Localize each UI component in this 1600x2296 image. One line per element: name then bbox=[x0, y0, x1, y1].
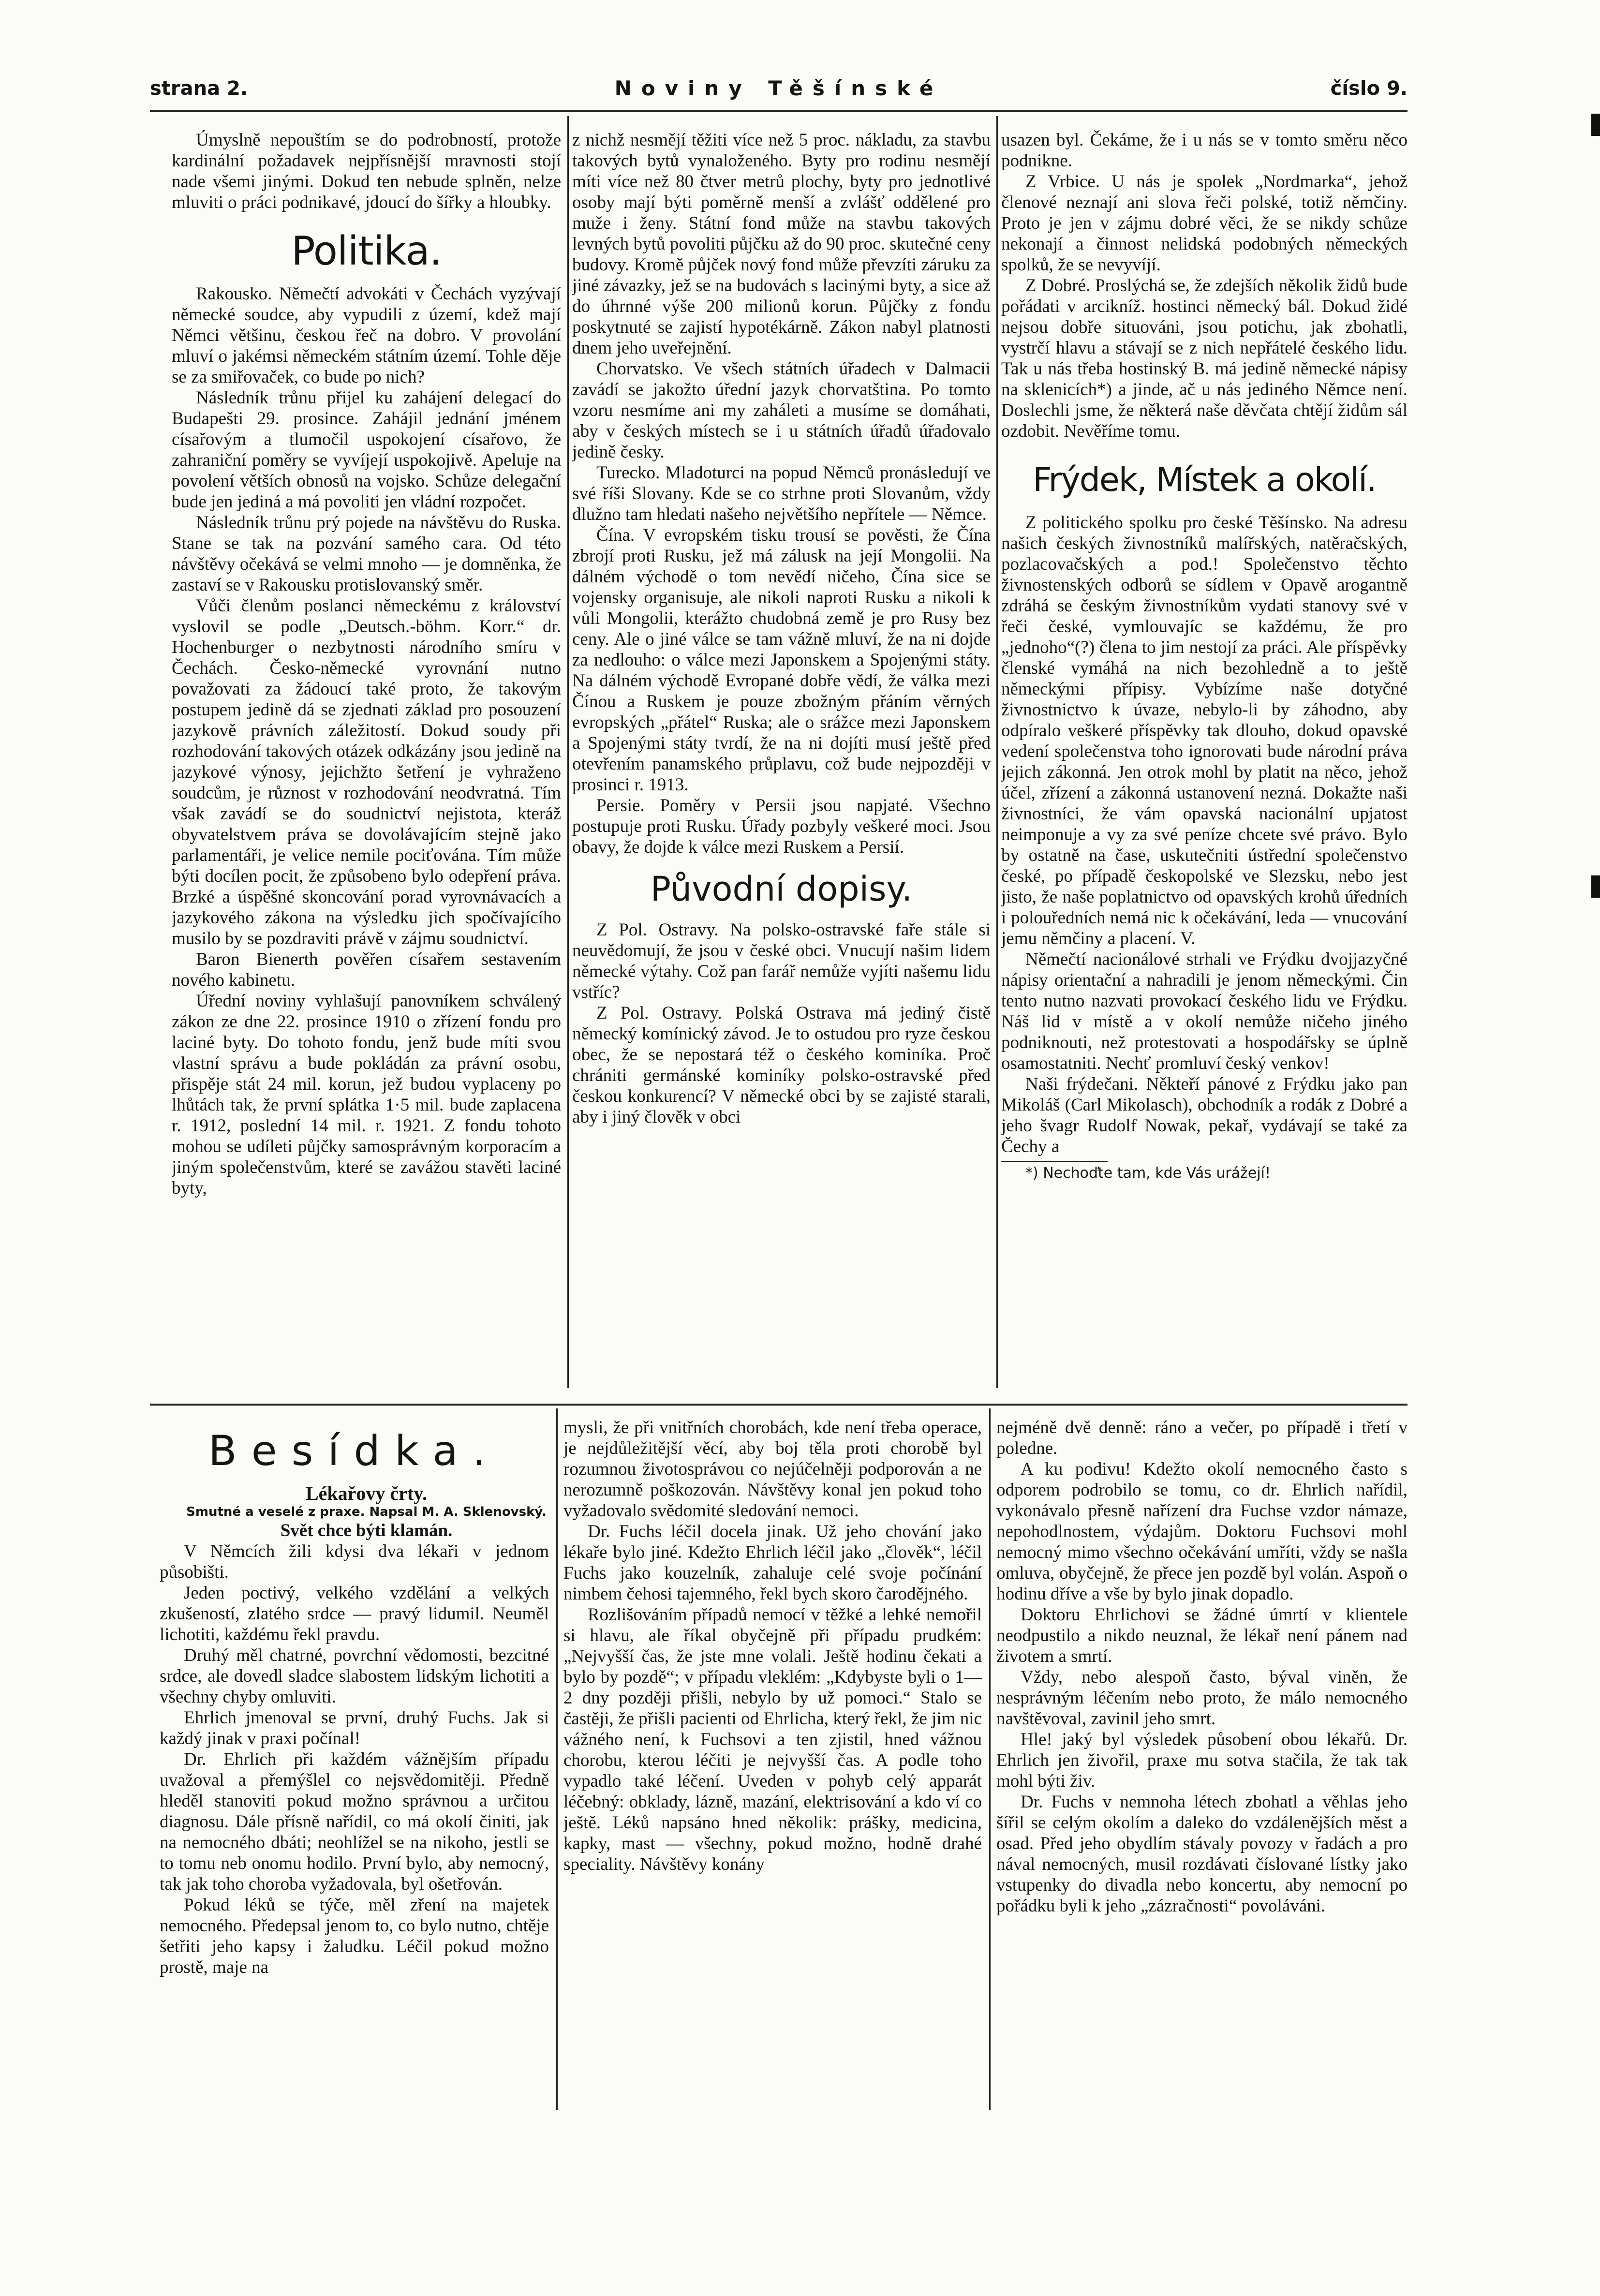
paragraph: Z Dobré. Proslýchá se, že zdejších několik židů bude pořádati v arcikníž. hostinci německý bál. Dokud židé nejsou dobře situováni, jsou potichu, jak zbohatli, vystrčí hlavu a stávají se z nich nepřátelé českého lidu. Tak u nás třeba hostinský B. má jedině německé nápisy na sklenicích*) a jinde, ač u nás jediného Němce není. Doslechli jsme, že některá naše děvčata chtějí židům sál ozdobit. Nevěříme tomu. bbox=[1001, 276, 1407, 441]
paragraph: Dr. Ehrlich při každém vážnějším případu uvažoval a přemýšlel co nejsvědomitěji. Předně hleděl stanoviti pokud možno správnou a určitou diagnosu. Dále přísně nařídil, co má okolí činiti, jak na nemocného dbáti; neohlížel se na nikoho, jestli se to tomu neb onomu hodilo. První bylo, aby nemocný, tak jak toho choroba vyžadovala, byl ošetřován. bbox=[160, 1749, 549, 1894]
section-rule bbox=[150, 1404, 1407, 1406]
paragraph: Úmyslně nepouštím se do podrobností, protože kardinální požadavek nejpřísnější mravnosti stojí nade všemi jinými. Dokud ten nebude splněn, nelze mluviti o práci podnikavé, jdoucí do šířky a hloubky. bbox=[172, 130, 561, 212]
paragraph: Z Pol. Ostravy. Polská Ostrava má jediný čistě německý komínický závod. Je to ostudou pro ryze českou obec, že se nepostará též o českého kominíka. Proč chrániti germánské kominíky polsko-ostravské před českou konkurencí? V německé obci by se zajisté starali, aby i jiný člověk v obci bbox=[572, 1003, 991, 1127]
paragraph: Persie. Poměry v Persii jsou napjaté. Všechno postupuje proti Rusku. Úřady pozbyly veškeré moci. Jsou obavy, že dojde k válce mezi Ruskem a Persií. bbox=[572, 796, 991, 857]
story-subheading: Svět chce býti klamán. bbox=[280, 1521, 453, 1541]
paragraph: Naši frýdečani. Někteří pánové z Frýdku jako pan Mikoláš (Carl Mikolasch), obchodník a rodák z Dobré a jeho švagr Rudolf Nowak, pekař, vydávají se také za Čechy a bbox=[1001, 1074, 1407, 1156]
besidka-column-1 bbox=[160, 1417, 549, 2104]
paragraph: usazen byl. Čekáme, že i u nás se v tomto směru něco podnikne. bbox=[1001, 130, 1407, 171]
section-heading-besidka: Besídka. bbox=[208, 1427, 501, 1475]
paragraph: z nichž nesmějí těžiti více než 5 proc. nákladu, za stavbu takových bytů vynaloženého. Byty pro rodinu nesmějí míti více než 80 čtver metrů plochy, byty pro jednotlivé osoby mají býti poměrně menší a zvlášť oddělené pro muže i ženy. Státní fond může na stavbu takových levných bytů povoliti půjčku až do 90 proc. skutečné ceny budovy. Kromě půjček nový fond může převzíti záruku za jiné závazky, jež se na budovách s lacinými byty, a sice až do úhrnné výše 200 milionů korun. Půjčky z fondu poskytnuté se zajistí hypotékárně. Zákon nabyl platnosti dnem jeho uveřejnění. bbox=[572, 130, 991, 358]
paragraph: Baron Bienerth pověřen císařem sestavením nového kabinetu. bbox=[172, 949, 561, 990]
column-divider bbox=[989, 1408, 991, 2110]
column-3 bbox=[1001, 130, 1407, 1397]
paragraph: Chorvatsko. Ve všech státních úřadech v Dalmacii zavádí se jakožto úřední jazyk chorvatština. Po tomto vzoru nesmíme ani my zaháleti a musíme se domáhati, aby v českých místech se i u státních úřadů úřadovalo jedině česky. bbox=[572, 359, 991, 462]
column-divider bbox=[556, 1408, 558, 2110]
page-number: strana 2. bbox=[150, 77, 248, 100]
paragraph: Úřední noviny vyhlašují panovníkem schválený zákon ze dne 22. prosince 1910 o zřízení fondu pro laciné byty. Do tohoto fondu, jenž bude míti svou vlastní správu a bude pokládán za právní osobu, přispěje stát 24 mil. korun, jež budou vyplaceny po lhůtách tak, že první splátka 1·5 mil. bude zaplacena r. 1912, poslední 14 mil. r. 1921. Z fondu tohoto mohou se udíleti půjčky samosprávným korporacím a jiným společenstvům, které se zavážou stavěti laciné byty, bbox=[172, 991, 561, 1198]
page-header bbox=[150, 73, 1407, 106]
issue-number: číslo 9. bbox=[1330, 77, 1407, 100]
besidka-column-3 bbox=[996, 1417, 1407, 2104]
paragraph: Následník trůnu přijel ku zahájení delegací do Budapešti 29. prosince. Zahájil jednání jménem císařovým a tlumočil uspokojení císařovo, že zahraniční poměry se vyvíjejí uspokojivě. Apeluje na povolení větších obnosů na vojsko. Schůze delegační bude jen jediná a má povoliti jen vládní rozpočet. bbox=[172, 388, 561, 512]
paragraph: Rakousko. Němečtí advokáti v Čechách vyzývají německé soudce, aby vypudili z území, kdež mají Němci většinu, českou řeč na dobro. V provolání mluví o jakémsi německém státním území. Tohle děje se za smiřovaček, co bude po nich? bbox=[172, 284, 561, 387]
footnote: *) Nechoďte tam, kde Vás urážejí! bbox=[1025, 1165, 1271, 1182]
paragraph: Němečtí nacionálové strhali ve Frýdku dvojjazyčné nápisy orientační a nahradili je jenom německými. Čin tento nutno nazvati provokací českého lidu ve Frýdku. Náš lid v místě a v okolí nemůže ničeho jiného podniknouti, než protestovati a hospodářsky se úplně osamostatniti. Nechť promluví český venkov! bbox=[1001, 949, 1407, 1073]
section-heading-politika: Politika. bbox=[291, 228, 442, 274]
scan-edge-marker bbox=[1591, 114, 1600, 136]
column-2 bbox=[572, 130, 991, 1397]
paragraph: Vždy, nebo alespoň často, býval viněn, že nesprávným léčením nebo proto, že málo nemocného navštěvoval, zavinil jeho smrt. bbox=[996, 1667, 1407, 1729]
column-divider bbox=[996, 116, 998, 1388]
paragraph: Hle! jaký byl výsledek působení obou lékařů. Dr. Ehrlich jen živořil, praxe mu sotva stačila, že tak tak mohl býti živ. bbox=[996, 1730, 1407, 1791]
paragraph: Z politického spolku pro české Těšínsko. Na adresu našich českých živnostníků malířských, natěračských, pozlacovačských a pod.! Společenstvo těchto živnostenských odborů se sídlem v Opavě arogantně zdráhá se českým živnostníkům vydati stanovy své v řeči české, vymlouvajíc se každému, že pro „jednoho“(?) člena to jim nestojí za práci. Ale příspěvky členské vymáhá na nich bezohledně a to ještě německými přípisy. Vybízíme naše dotyčné živnostnictvo k úvaze, nebylo-li by záhodno, aby odpíralo veškeré příspěvky tak dlouho, dokud opavské vedení společenstva toho ignorovati bude národní práva jejich zákonná. Jen otrok mohl by platit na něco, jehož účel, zřízení a zákonná ustanovení nezná. Dokažte naši živnostníci, že vám opavská nacionální upjatost neimponuje a vy za své peníze chcete své právo. Bylo by ostatně na čase, uskutečniti ústřední společenstvo české, po případě českopolské ve Slezsku, nebo jest jisto, že naše poplatnictvo od opavských krohů úředních i polouředních nemá nic k očekávání, leda — vnucování jemu němčiny a placení. V. bbox=[1001, 513, 1407, 948]
paragraph: nejméně dvě denně: ráno a večer, po případě i třetí v poledne. bbox=[996, 1418, 1407, 1458]
story-title: Lékařovy črty. bbox=[305, 1482, 428, 1504]
newspaper-title: Noviny Těšínské bbox=[614, 76, 943, 100]
paragraph: Rozlišováním případů nemocí v těžké a lehké nemořil si hlavu, ale říkal obyčejně při případu prudkém: „Nejvyšší čas, že jste mne volali. Ještě hodinu čekati a bylo by pozdě“; v případu vleklém: „Kdybyste byli o 1—2 dny později přišli, nebylo by už pomoci.“ Stalo se častěji, že přišli pacienti od Ehrlicha, který řekl, že jim nic vážného není, k Fuchsovi a ten zjistil, hned vážnou chorobu, kterou léčiti je nejvyšší čas. A podle toho vypadlo také léčení. Uveden v pohyb celý apparát léčebný: obklady, lázně, mazání, elektrisování a kdo ví co ještě. Léků napsáno hned několik: prášky, medicina, kapky, mast — všechny, pokud možno, hodně drahé speciality. Návštěvy konány bbox=[563, 1605, 982, 1874]
story-subtitle: Smutné a veselé z praxe. Napsal M. A. Sklenovský. bbox=[186, 1505, 547, 1519]
paragraph: V Němcích žili kdysi dva lékaři v jednom působišti. bbox=[160, 1541, 549, 1582]
paragraph: Druhý měl chatrné, povrchní vědomosti, bezcitné srdce, ale dovedl sladce slabostem lidským lichotiti a všechny chyby omluviti. bbox=[160, 1645, 549, 1707]
paragraph: Vůči členům poslanci německému z království vyslovil se podle „Deutsch.-böhm. Korr.“ dr. Hochenburger o nezbytnosti národního smíru v Čechách. Česko-německé vyrovnání nutno považovati za žádoucí také proto, že takovým postupem jedině dá se zjednati základ pro posouzení jazykově právních záležitostí. Dokud soudy při rozhodování takových otázek odkázány jsou jedině na jazykové výnosy, jejichžto šetření je vyhraženo soudcům, je různost v rozhodování neodvratná. Tím však zavádí se do soudnictví nejistota, kteráž obyvatelstvem práva se dovolávajícím stejně jako parlamentáři, je velice nemile pociťována. Tím může býti docílen pocit, že způsobeno bylo odepření práva. Brzké a úspěšné skoncování porad vyrovnávacích a jazykového zákona na výsledku jich spočívajícího musilo by se pozdraviti právě v zájmu soudnictví. bbox=[172, 596, 561, 948]
besidka-column-2 bbox=[563, 1417, 982, 2104]
column-divider bbox=[567, 116, 569, 1388]
paragraph: Dr. Fuchs v nemnoha létech zbohatl a věhlas jeho šířil se celým okolím a daleko do vzdálenějších měst a osad. Před jeho obydlím stávaly povozy v řadách a pro nával nemocných, musil rozdávati číslované lístky jako vstupenky do divadla nebo koncertu, aby nemocní po pořádku byli k jeho „zázračnosti“ povoláváni. bbox=[996, 1792, 1407, 1916]
header-rule bbox=[150, 110, 1407, 112]
paragraph: Pokud léků se týče, měl zření na majetek nemocného. Předepsal jenom to, co bylo nutno, chtěje šetřiti jeho kapsy i žaludku. Léčil pokud možno prostě, maje na bbox=[160, 1895, 549, 1977]
paragraph: Čína. V evropském tisku trousí se pověsti, že Čína zbrojí proti Rusku, jež má zálusk na její Mongolii. Na dálném východě o tom nevědí ničeho, Čína sice se vojensky organisuje, ale nikoli naproti Rusku a nikoli k vůli Mongolii, kterážto chudobná země je pro Rusy bez ceny. Ale o jiné válce se tam vážně mluví, že na ni dojde za nedlouho: o válce mezi Japonskem a Spojenými státy. Na dálném východě Evropané dobře vědí, že válka mezi Čínou a Ruskem je pouze zbožným přáním věrných evropských „přátel“ Ruska; ale o srážce mezi Japonskem a Spojenými státy tvrdí, že na ni dojíti musí ještě před otevřením panamského průplavu, což bude nejpozději v prosinci r. 1913. bbox=[572, 525, 991, 795]
paragraph: Ehrlich jmenoval se první, druhý Fuchs. Jak si každý jinak v praxi počínal! bbox=[160, 1708, 549, 1748]
scan-edge-marker bbox=[1591, 875, 1600, 898]
paragraph: Z Vrbice. U nás je spolek „Nordmarka“, jehož členové neznají ani slova řeči polské, totiž němčiny. Proto je jen v zájmu dobré věci, že se nikdy schůze nekonají a činnost nelidská podobných německých spolků, že se nevyvíjí. bbox=[1001, 172, 1407, 275]
section-heading-puvodni-dopisy: Původní dopisy. bbox=[650, 869, 913, 909]
paragraph: Z Pol. Ostravy. Na polsko-ostravské faře stále si neuvědomují, že jsou v české obci. Vnucují našim lidem německé výtahy. Což pan farář nemůže vyjíti našemu lidu vstříc? bbox=[572, 920, 991, 1002]
paragraph: Následník trůnu prý pojede na návštěvu do Ruska. Stane se tak na pozvání samého cara. Od této návštěvy očekává se velmi mnoho — je domněnka, že zastaví se v Rakousku protislovanský směr. bbox=[172, 513, 561, 595]
paragraph: Dr. Fuchs léčil docela jinak. Už jeho chování jako lékaře bylo jiné. Kdežto Ehrlich léčil jako „člověk“, léčil Fuchs jako kouzelník, zahaluje celé svoje počínání nimbem čehosi tajemného, řekl bych skoro čarodějného. bbox=[563, 1522, 982, 1604]
paragraph: A ku podivu! Kdežto okolí nemocného často s odporem podrobilo se tomu, co dr. Ehrlich nařídil, vykonávalo přesně nařízení dra Fuchse vzdor námaze, nepohodlnostem, výdajům. Doktoru Fuchsovi mohl nemocný mimo všechno očekávání umříti, vždy se našla omluva, obyčejně, že přece jen pozdě byl volán. Aspoň o hodinu dříve a vše by bylo jinak dopadlo. bbox=[996, 1459, 1407, 1604]
paragraph: Jeden poctivý, velkého vzdělání a velkých zkušeností, zlatého srdce — pravý lidumil. Neuměl lichotiti, každému řekl pravdu. bbox=[160, 1583, 549, 1644]
column-1 bbox=[172, 130, 561, 1397]
paragraph: Doktoru Ehrlichovi se žádné úmrtí v klientele neodpustilo a nikdo neuznal, že lékař není pánem nad životem a smrtí. bbox=[996, 1605, 1407, 1666]
footnote-rule bbox=[1001, 1161, 1108, 1162]
section-heading-frydek: Frýdek, Místek a okolí. bbox=[1033, 461, 1376, 499]
paragraph: Turecko. Mladoturci na popud Němců pronásledují ve své říši Slovany. Kde se co strhne proti Slovanům, vždy dlužno tam hledati našeho největšího nepřítele — Němce. bbox=[572, 463, 991, 524]
paragraph: mysli, že při vnitřních chorobách, kde není třeba operace, je nejdůležitější věcí, aby boj těla proti chorobě byl rozumnou životosprávou co nejúčelněji podporován a ne nerozumně poškozován. Návštěvy konal jen pokud toho vyžadovalo svědomité sledování nemoci. bbox=[563, 1418, 982, 1521]
